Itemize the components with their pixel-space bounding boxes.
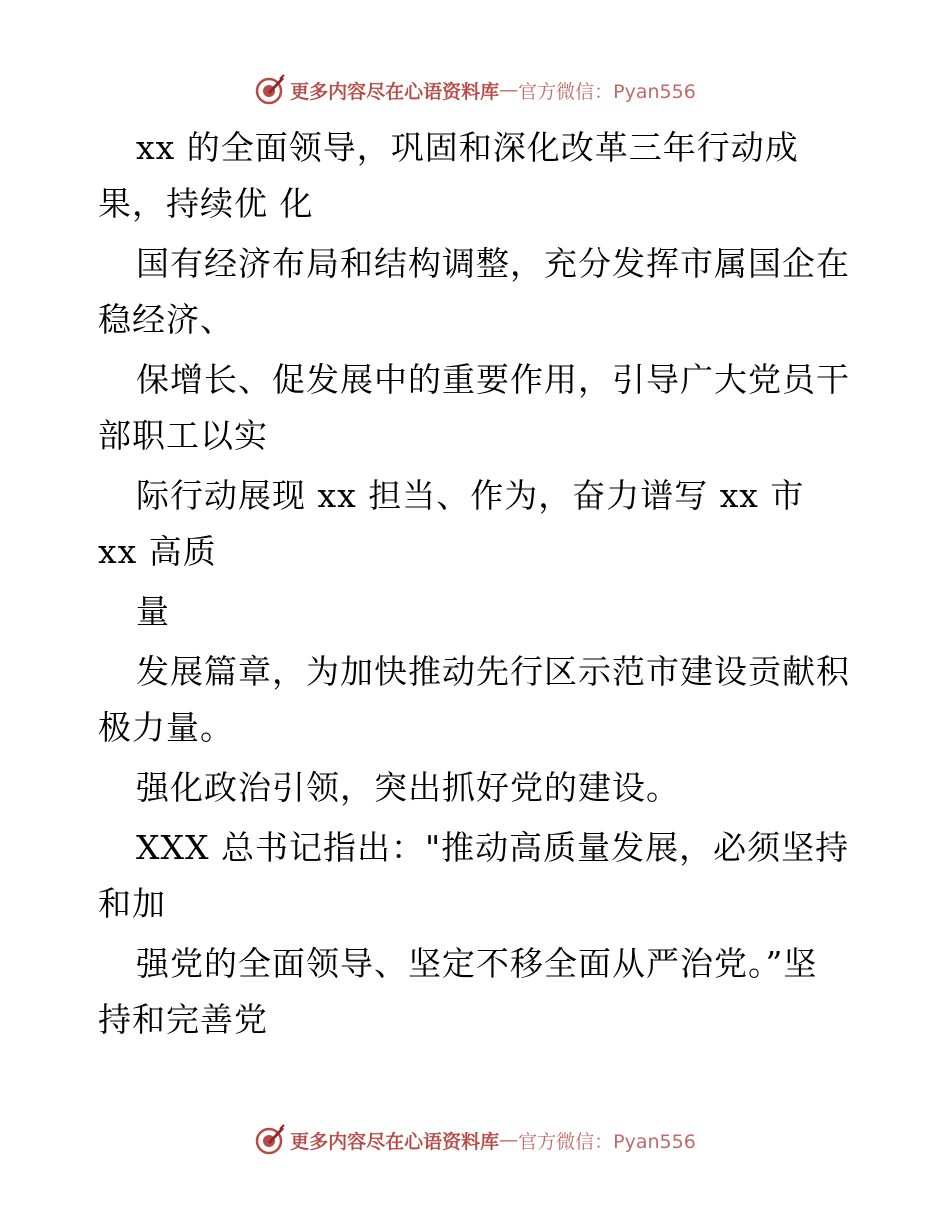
body-line: 稳经济、 xyxy=(98,300,234,339)
body-line: xx 的全面领导，巩固和深化改革三年行动成 xyxy=(136,128,799,167)
banner-main-text: 更多内容尽在心语资料库 xyxy=(290,80,500,103)
body-line: xx 高质 xyxy=(98,532,217,571)
body-line: 果，持续优 化 xyxy=(98,184,314,223)
body-line: 和加 xyxy=(98,884,166,923)
body-line: 强党的全面领导、坚定不移全面从严治党。”坚 xyxy=(136,944,818,983)
banner-wechat-text: 官方微信：Pyan556 xyxy=(518,80,696,103)
body-line: 持和完善党 xyxy=(98,1000,268,1039)
quill-pen-logo-icon xyxy=(254,1124,286,1156)
footer-banner xyxy=(0,1120,950,1160)
header-banner xyxy=(0,70,950,110)
body-line: 量 xyxy=(136,592,170,631)
banner-wechat-text: 官方微信：Pyan556 xyxy=(518,1130,696,1153)
body-line: 发展篇章，为加快推动先行区示范市建设贡献积 xyxy=(136,652,850,691)
quill-pen-logo-icon xyxy=(254,74,286,106)
body-line: 国有经济布局和结构调整，充分发挥市属国企在 xyxy=(136,244,850,283)
body-line: 际行动展现 xx 担当、作为，奋力谱写 xx 市 xyxy=(136,476,805,515)
banner-main-text: 更多内容尽在心语资料库 xyxy=(290,1130,500,1153)
body-line: 极力量。 xyxy=(98,708,234,747)
banner-separator: — xyxy=(499,79,519,101)
body-line: XXX 总书记指出："推动高质量发展，必须坚持 xyxy=(136,828,850,867)
body-line: 部职工以实 xyxy=(98,416,268,455)
banner-separator: — xyxy=(499,1129,519,1151)
body-line: 强化政治引领，突出抓好党的建设。 xyxy=(136,768,680,807)
body-line: 保增长、促发展中的重要作用，引导广大党员干 xyxy=(136,360,850,399)
